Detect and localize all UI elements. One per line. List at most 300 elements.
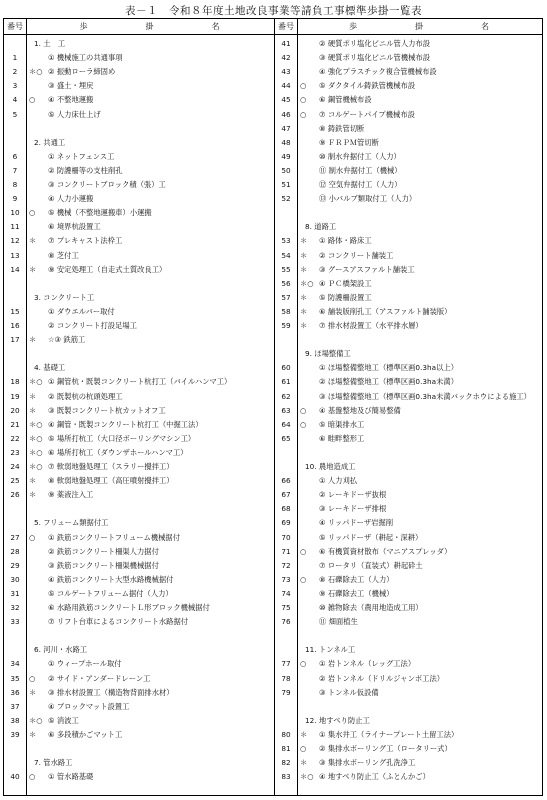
row-number: 80 xyxy=(281,729,291,739)
table-row xyxy=(4,418,274,432)
row-number: 21 xyxy=(10,419,20,429)
table-row xyxy=(275,150,542,164)
table-row xyxy=(4,79,274,93)
row-number: 67 xyxy=(281,490,291,500)
row-item-name: ⑨ ＦＲＰＭ管切断 xyxy=(319,137,379,147)
spacer-row xyxy=(275,446,542,460)
row-number: 61 xyxy=(281,377,291,387)
row-item-name: ⑧ 芝付工 xyxy=(48,250,79,260)
row-item-name: ⑤ コルゲートフリューム据付（人力） xyxy=(48,588,173,598)
table-row xyxy=(275,234,542,248)
row-item-name: ① 路体・路床工 xyxy=(319,236,372,246)
row-item-name: ① ネットフェンス工 xyxy=(48,151,115,161)
row-mark: ＊ xyxy=(300,264,308,274)
row-number: 42 xyxy=(281,53,291,63)
row-number: 19 xyxy=(10,391,20,401)
row-item-name: ④ ブロックマット設置工 xyxy=(48,701,130,711)
table-row xyxy=(4,108,274,122)
row-item-name: ⑥ 畦畔整形工 xyxy=(319,433,365,443)
table-row xyxy=(275,291,542,305)
section-heading-text: 12. 地すべり防止工 xyxy=(305,715,370,725)
row-item-name: ③ トンネル仮設備 xyxy=(319,687,379,697)
table-row xyxy=(4,192,274,206)
row-mark: ＊ xyxy=(300,306,308,316)
row-mark: ○ xyxy=(300,95,307,105)
table-row xyxy=(275,404,542,418)
row-number: 29 xyxy=(10,560,20,570)
row-number: 58 xyxy=(281,306,291,316)
table-row xyxy=(275,770,542,784)
table-row xyxy=(275,277,542,291)
row-item-name: ③ 排水材設置工（構造物背面排水材） xyxy=(48,687,174,697)
row-number: 34 xyxy=(10,659,20,669)
row-number: 49 xyxy=(281,151,291,161)
row-item-name: ③ コンクリートブロック積（張）工 xyxy=(48,180,166,189)
row-mark: ＊○ xyxy=(300,772,314,782)
row-item-name: ⑤ 機械（不整地運搬車）小運搬 xyxy=(48,208,152,218)
table-row xyxy=(4,164,274,178)
row-item-name: ③ 集排水ボーリング孔洗浄工 xyxy=(319,758,416,768)
row-mark: ＊○ xyxy=(29,377,43,387)
table-row xyxy=(4,657,274,671)
row-number: 44 xyxy=(281,81,291,91)
table-row xyxy=(275,601,542,615)
header-number: 番号 xyxy=(4,19,27,34)
table-row xyxy=(4,305,274,319)
row-item-name: ⑦ プレキャスト法枠工 xyxy=(48,236,123,246)
table-row xyxy=(4,559,274,573)
row-number: 22 xyxy=(10,433,20,443)
row-mark: ＊ xyxy=(29,264,37,274)
row-number: 46 xyxy=(281,109,291,119)
header-item-name: 歩 掛 名 xyxy=(349,22,491,31)
right-column xyxy=(275,19,542,795)
row-number: 83 xyxy=(281,772,291,782)
row-item-name: ③ ほ場整備整地工（標準区画0.3ha未満バックホウによる施工） xyxy=(319,391,531,401)
section-heading-text: 2. 共通工 xyxy=(34,137,66,147)
row-number: 64 xyxy=(281,419,291,429)
row-number: 60 xyxy=(281,363,291,373)
row-number: 33 xyxy=(10,617,20,627)
row-item-name: ② 硬質ポリ塩化ビニル管人力布設 xyxy=(319,39,431,48)
row-item-name: ⑦ 軟弱地盤処理工（スラリー攪拌工） xyxy=(48,462,174,471)
row-item-name: ② 鉄筋コンクリート柵渠人力据付 xyxy=(48,546,159,556)
row-mark: ＊○ xyxy=(29,447,43,457)
row-mark: ○ xyxy=(29,772,36,782)
table-row xyxy=(275,93,542,107)
row-number: 31 xyxy=(10,588,20,598)
row-number: 62 xyxy=(281,391,291,401)
table-row xyxy=(4,206,274,220)
row-number: 5 xyxy=(12,109,18,119)
row-item-name: ① 鉄筋コンクリートフリューム機械据付 xyxy=(48,532,181,542)
row-number: 12 xyxy=(10,236,20,246)
row-mark: ＊ xyxy=(300,729,308,739)
table-row xyxy=(275,531,542,545)
table-header xyxy=(275,19,542,35)
row-mark: ○ xyxy=(300,546,307,556)
table-row xyxy=(4,404,274,418)
table-row xyxy=(275,263,542,277)
row-number: 35 xyxy=(10,673,20,683)
row-item-name: ③ レーキドーザ排根 xyxy=(319,504,387,514)
section-heading-text: 11. トンネル工 xyxy=(305,645,356,655)
row-number: 39 xyxy=(10,729,20,739)
row-mark: ○ xyxy=(300,574,307,584)
row-item-name: ② 岩トンネル（ドリルジャンボ工法） xyxy=(319,673,445,683)
row-number: 68 xyxy=(281,504,291,514)
row-number: 3 xyxy=(12,81,18,91)
table-row xyxy=(275,488,542,502)
table-row xyxy=(275,615,542,629)
row-item-name: ⑬ 小バルブ類取付工（人力） xyxy=(319,194,417,204)
table-row xyxy=(4,573,274,587)
header-number: 番号 xyxy=(275,19,298,34)
row-item-name: ④ 鉄筋コンクリート大型水路機械据付 xyxy=(48,574,174,584)
row-mark: ○ xyxy=(29,95,36,105)
row-item-name: ④ 基盤整地及び簡易整備 xyxy=(319,405,401,415)
table-row xyxy=(275,375,542,389)
row-item-name: ④ 不整地運搬 xyxy=(48,95,94,105)
table-row xyxy=(275,516,542,530)
table-row xyxy=(275,319,542,333)
section-heading xyxy=(275,460,542,474)
row-number: 41 xyxy=(281,39,291,48)
row-item-name: ⑤ 防護柵設置工 xyxy=(319,292,372,302)
row-item-name: ⑪ 制水弁据付工（機械） xyxy=(319,165,402,175)
row-number: 38 xyxy=(10,715,20,725)
section-heading-text: 4. 基礎工 xyxy=(34,363,66,373)
row-item-name: ☆③ 鉄筋工 xyxy=(48,335,86,345)
row-item-name: ① ダウエルバー取付 xyxy=(48,306,115,316)
spacer-row xyxy=(4,502,274,516)
table-row xyxy=(275,502,542,516)
row-number: 9 xyxy=(12,194,18,204)
row-number: 1 xyxy=(12,53,18,63)
section-heading-text: 10. 農地造成工 xyxy=(305,462,356,471)
row-mark: ＊ xyxy=(29,236,37,246)
row-item-name: ② レーキドーザ抜根 xyxy=(319,490,387,500)
row-mark: ＊ xyxy=(300,758,308,768)
table-row xyxy=(275,178,542,192)
row-item-name: ⑤ 人力床仕上げ xyxy=(48,109,101,119)
row-number: 37 xyxy=(10,701,20,711)
row-number: 2 xyxy=(12,67,18,77)
row-item-name: ⑦ ロータリ（直装式）耕起砕土 xyxy=(319,560,423,570)
table-row xyxy=(275,136,542,150)
table-row xyxy=(4,432,274,446)
spacer-row xyxy=(4,347,274,361)
section-heading xyxy=(4,516,274,530)
row-item-name: ⑤ 場所打杭工（大口径ボーリングマシン工） xyxy=(48,433,196,443)
table-row xyxy=(275,742,542,756)
row-item-name: ③ 鉄筋コンクリート柵渠機械据付 xyxy=(48,560,159,570)
table-row xyxy=(275,756,542,770)
row-number: 8 xyxy=(12,180,18,189)
row-mark: ○ xyxy=(300,744,307,753)
row-mark: ○ xyxy=(29,208,36,218)
row-number: 79 xyxy=(281,687,291,697)
table-row xyxy=(4,615,274,629)
section-heading-text: 6. 河川・水路工 xyxy=(34,645,88,655)
table-row xyxy=(275,390,542,404)
table-row xyxy=(275,728,542,742)
table-row xyxy=(275,79,542,93)
row-mark: ＊○ xyxy=(29,462,43,471)
section-heading xyxy=(4,291,274,305)
section-heading xyxy=(4,361,274,375)
row-item-name: ③ 盛土・埋戻 xyxy=(48,81,94,91)
row-item-name: ② サイド・アンダードレーン工 xyxy=(48,673,151,683)
spacer-row xyxy=(4,277,274,291)
row-number: 56 xyxy=(281,278,291,288)
row-item-name: ① 岩トンネル（レッグ工法） xyxy=(319,659,416,669)
section-heading xyxy=(4,756,274,770)
table-row xyxy=(4,488,274,502)
row-number: 76 xyxy=(281,617,291,627)
row-mark: ＊○ xyxy=(29,433,43,443)
table-row xyxy=(4,714,274,728)
table-row xyxy=(275,305,542,319)
table-row xyxy=(275,192,542,206)
table-row xyxy=(275,65,542,79)
row-mark: ○ xyxy=(300,81,307,91)
table-row xyxy=(4,545,274,559)
row-number: 47 xyxy=(281,123,291,133)
row-number: 54 xyxy=(281,250,291,260)
row-item-name: ③ 既製コンクリート杭カットオフ工 xyxy=(48,405,166,415)
row-mark: ＊ xyxy=(29,405,37,415)
row-number: 66 xyxy=(281,476,291,486)
row-item-name: ⑤ 消波工 xyxy=(48,715,79,725)
table-row xyxy=(275,122,542,136)
table-row xyxy=(275,559,542,573)
row-item-name: ⑦ コルゲートパイプ機械布設 xyxy=(319,109,415,119)
row-number: 75 xyxy=(281,603,291,612)
row-item-name: ② 防護柵等の支柱削孔 xyxy=(48,165,123,175)
spacer-row xyxy=(275,629,542,643)
row-number: 7 xyxy=(12,165,18,175)
row-number: 45 xyxy=(281,95,291,105)
table-row xyxy=(4,446,274,460)
row-item-name: ⑩ 制水弁据付工（人力） xyxy=(319,151,401,161)
row-item-name: ① 管水路基礎 xyxy=(48,772,94,782)
row-item-name: ⑥ 舗装版削孔工（アスファルト舗装版） xyxy=(319,306,452,316)
row-number: 10 xyxy=(10,208,20,218)
row-number: 14 xyxy=(10,264,20,274)
row-item-name: ① ウィープホール取付 xyxy=(48,659,122,669)
row-item-name: ② 振動ローラ締固め xyxy=(48,67,116,77)
row-item-name: ① 人力刈払 xyxy=(319,476,358,486)
section-heading xyxy=(275,220,542,234)
row-number: 20 xyxy=(10,405,20,415)
row-item-name: ⑥ 水路用鉄筋コンクリートＬ形ブロック機械据付 xyxy=(48,603,210,612)
row-item-name: ⑪ 畑面植生 xyxy=(319,617,358,627)
row-item-name: ⑧ 鋳鉄管切断 xyxy=(319,123,365,133)
row-item-name: ⑨ 石礫除去工（機械） xyxy=(319,588,394,598)
row-number: 51 xyxy=(281,180,291,189)
row-number: 48 xyxy=(281,137,291,147)
row-item-name: ⑫ 空気弁据付工（人力） xyxy=(319,180,402,189)
row-number: 69 xyxy=(281,518,291,528)
row-mark: ○ xyxy=(300,659,307,669)
row-number: 72 xyxy=(281,560,291,570)
row-item-name: ⑥ 多段積かごマット工 xyxy=(48,729,123,739)
row-number: 52 xyxy=(281,194,291,204)
row-item-name: ⑩ 雑物除去（農用地造成工用） xyxy=(319,603,423,612)
row-mark: ○ xyxy=(29,532,36,542)
row-item-name: ⑨ 薬液注入工 xyxy=(48,490,94,500)
table-row xyxy=(275,657,542,671)
row-mark: ＊○ xyxy=(29,419,43,429)
section-heading-text: 5. フリューム類据付工 xyxy=(34,518,109,528)
table-row xyxy=(275,249,542,263)
row-mark: ＊ xyxy=(29,729,37,739)
row-number: 53 xyxy=(281,236,291,246)
row-mark: ＊○ xyxy=(29,67,43,77)
table-row xyxy=(4,51,274,65)
row-item-name: ④ 人力小運搬 xyxy=(48,194,94,204)
section-heading-text: 1. 土 工 xyxy=(34,39,66,48)
section-heading xyxy=(275,347,542,361)
table-row xyxy=(4,587,274,601)
spacer-row xyxy=(4,742,274,756)
row-number: 11 xyxy=(10,222,20,232)
table-row xyxy=(275,361,542,375)
row-item-name: ⑤ ダクタイル鋳鉄管機械布設 xyxy=(319,81,416,91)
row-number: 57 xyxy=(281,292,291,302)
row-number: 63 xyxy=(281,405,291,415)
row-number: 16 xyxy=(10,321,20,330)
row-item-name: ⑦ 排水材設置工（水平排水層） xyxy=(319,321,423,330)
section-heading-text: 9. ほ場整備工 xyxy=(305,349,351,359)
section-heading xyxy=(275,714,542,728)
table-row xyxy=(4,65,274,79)
row-item-name: ① 機械施工の共通事項 xyxy=(48,53,123,63)
row-number: 73 xyxy=(281,574,291,584)
table-row xyxy=(4,672,274,686)
row-mark: ＊ xyxy=(29,335,37,345)
section-heading xyxy=(4,136,274,150)
table-row xyxy=(4,220,274,234)
row-number: 24 xyxy=(10,462,20,471)
row-number: 15 xyxy=(10,306,20,316)
spacer-row xyxy=(275,333,542,347)
row-mark: ＊ xyxy=(300,250,308,260)
row-mark: ＊ xyxy=(29,490,37,500)
table-row xyxy=(4,474,274,488)
row-number: 6 xyxy=(12,151,18,161)
row-mark: ＊○ xyxy=(300,278,314,288)
row-item-name: ① 鋼管杭・既製コンクリート杭打工（バイルハンマ工） xyxy=(48,377,232,387)
row-item-name: ⑦ リフト台車によるコンクリート水路据付 xyxy=(48,617,189,627)
row-number: 25 xyxy=(10,476,20,486)
row-mark: ＊ xyxy=(29,476,37,486)
table-row xyxy=(4,319,274,333)
row-mark: ○ xyxy=(29,673,36,683)
table-row xyxy=(275,545,542,559)
table-row xyxy=(4,460,274,474)
table-row xyxy=(275,51,542,65)
row-mark: ＊○ xyxy=(29,715,43,725)
section-heading-text: 8. 道路工 xyxy=(305,222,337,232)
row-number: 70 xyxy=(281,532,291,542)
row-item-name: ④ リッパドーザ岩掘削 xyxy=(319,518,394,528)
spacer-row xyxy=(275,206,542,220)
row-number: 59 xyxy=(281,321,291,330)
row-item-name: ⑥ 場所打杭工（ダウンザホールハンマ工） xyxy=(48,447,188,457)
row-item-name: ④ 強化プラスチック複合管機械布設 xyxy=(319,67,437,77)
row-item-name: ② コンクリート打設足場工 xyxy=(48,321,137,330)
section-heading xyxy=(4,37,274,51)
row-item-name: ② 集排水ボーリング工（ロータリー式） xyxy=(319,744,452,753)
row-item-name: ⑨ 安定処理工（自走式土質改良工） xyxy=(48,264,167,274)
spacer-row xyxy=(4,629,274,643)
table-row xyxy=(4,249,274,263)
table-row xyxy=(4,601,274,615)
table-row xyxy=(275,587,542,601)
table-header xyxy=(4,19,274,35)
row-number: 50 xyxy=(281,165,291,175)
row-number: 81 xyxy=(281,744,291,753)
table-row xyxy=(4,178,274,192)
row-number: 65 xyxy=(281,433,291,443)
section-heading xyxy=(275,643,542,657)
row-mark: ＊ xyxy=(300,321,308,330)
row-item-name: ⑥ 境界杭設置工 xyxy=(48,222,101,232)
table-row xyxy=(275,108,542,122)
row-number: 26 xyxy=(10,490,20,500)
spacer-row xyxy=(4,122,274,136)
row-item-name: ⑥ 有機質資材散布（マニアスプレッダ） xyxy=(319,546,452,556)
table-row xyxy=(4,234,274,248)
row-number: 77 xyxy=(281,659,291,669)
table-row xyxy=(4,390,274,404)
row-number: 28 xyxy=(10,546,20,556)
table-row xyxy=(275,37,542,51)
row-item-name: ② 既製杭の杭頭処理工 xyxy=(48,391,123,401)
row-item-name: ⑤ リッパドーザ（耕起・深耕） xyxy=(319,532,423,542)
row-item-name: ③ 硬質ポリ塩化ビニル管機械布設 xyxy=(319,53,431,63)
section-heading xyxy=(4,643,274,657)
row-mark: ＊ xyxy=(29,391,37,401)
table-row xyxy=(4,728,274,742)
table-row xyxy=(275,686,542,700)
row-item-name: ③ グースアスファルト舗装工 xyxy=(319,264,415,274)
row-item-name: ⑥ 鋼管機械布設 xyxy=(319,95,372,105)
row-item-name: ⑤ 暗渠排水工 xyxy=(319,419,365,429)
row-mark: ＊ xyxy=(300,292,308,302)
row-number: 32 xyxy=(10,603,20,612)
row-number: 23 xyxy=(10,447,20,457)
row-number: 74 xyxy=(281,588,291,598)
table-row xyxy=(275,418,542,432)
table-row xyxy=(4,375,274,389)
table-row xyxy=(4,770,274,784)
row-mark: ○ xyxy=(300,419,307,429)
table-row xyxy=(275,573,542,587)
table-row xyxy=(4,93,274,107)
table-row xyxy=(4,333,274,347)
row-number: 30 xyxy=(10,574,20,584)
standard-rates-table xyxy=(3,18,543,796)
table-row xyxy=(275,474,542,488)
row-number: 27 xyxy=(10,532,20,542)
row-number: 4 xyxy=(12,95,18,105)
row-mark: ○ xyxy=(300,109,307,119)
row-item-name: ① 集水井工（ライナープレート土留工法） xyxy=(319,729,459,739)
row-number: 13 xyxy=(10,250,20,260)
